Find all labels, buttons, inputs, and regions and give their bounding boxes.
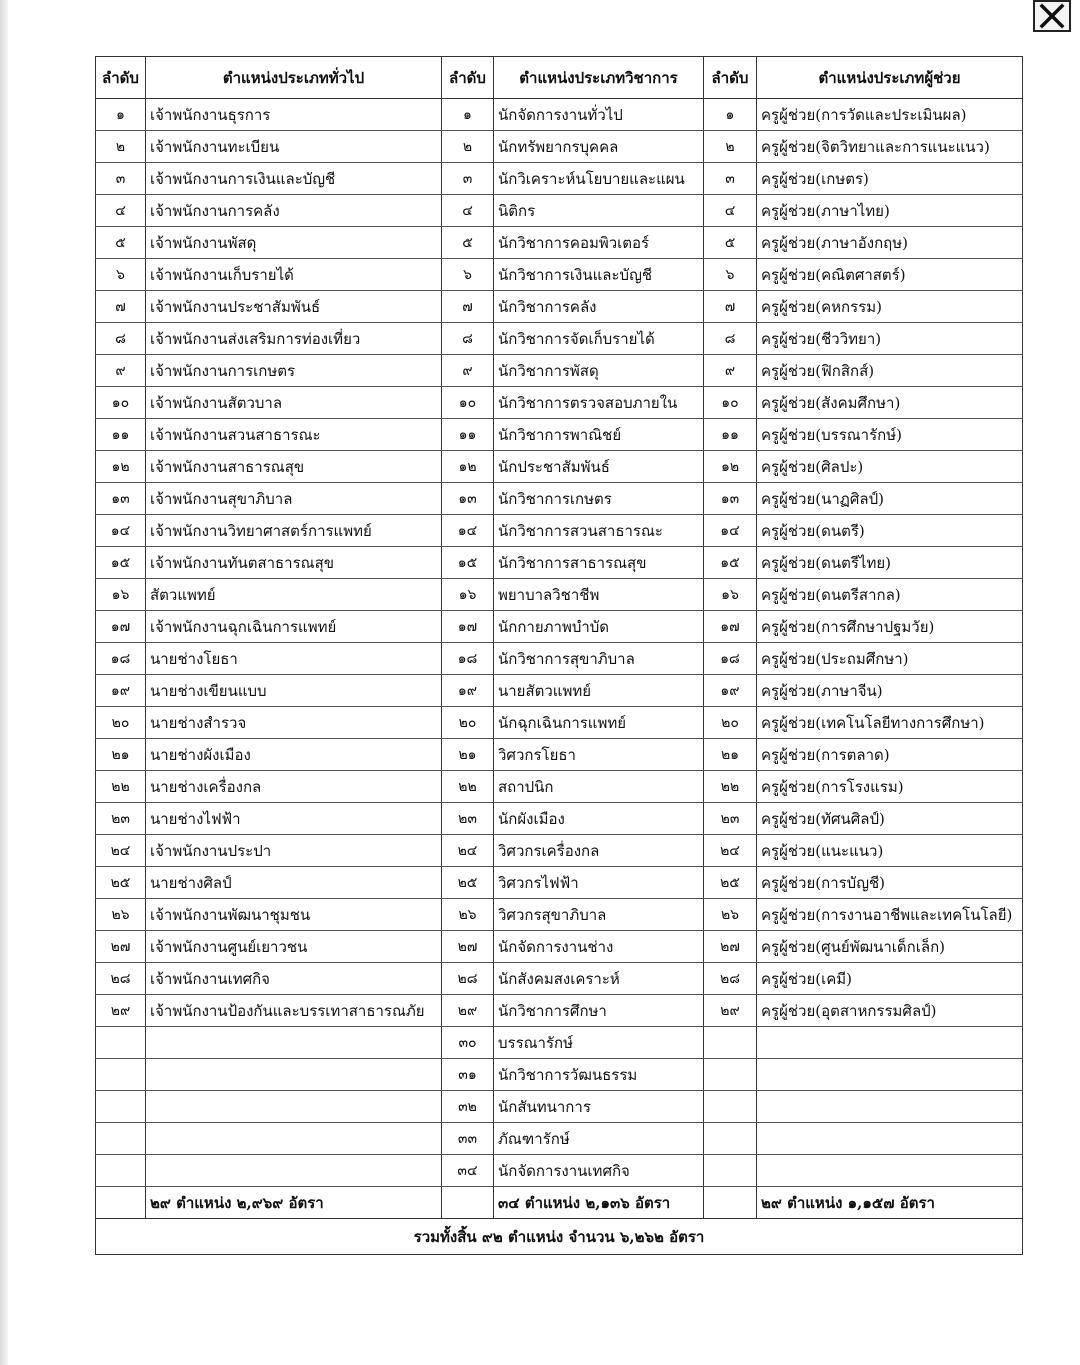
assistant-position-cell: ครูผู้ช่วย(ฟิกสิกส์) [757, 355, 1023, 387]
academic-position-cell: บรรณารักษ์ [494, 1027, 704, 1059]
order-academic-cell: ๒๕ [442, 867, 494, 899]
header-order-general: ลำดับ [96, 57, 146, 99]
order-assistant-cell: ๖ [704, 259, 757, 291]
academic-position-cell: พยาบาลวิชาชีพ [494, 579, 704, 611]
order-academic-cell: ๓๑ [442, 1059, 494, 1091]
general-position-cell: เจ้าพนักงานฉุกเฉินการแพทย์ [146, 611, 442, 643]
academic-position-cell: ภัณฑารักษ์ [494, 1123, 704, 1155]
order-assistant-cell: ๑๑ [704, 419, 757, 451]
order-general-cell: ๒๙ [96, 995, 146, 1027]
academic-position-cell: นักวิชาการคลัง [494, 291, 704, 323]
table-row [96, 835, 1023, 867]
positions-table [95, 56, 1023, 1255]
general-position-cell [146, 1027, 442, 1059]
order-assistant-cell: ๒๑ [704, 739, 757, 771]
table-row [96, 931, 1023, 963]
general-position-cell: สัตวแพทย์ [146, 579, 442, 611]
order-academic-cell: ๗ [442, 291, 494, 323]
table-row [96, 419, 1023, 451]
table-row [96, 803, 1023, 835]
order-academic-cell: ๒๔ [442, 835, 494, 867]
order-assistant-cell: ๒๒ [704, 771, 757, 803]
table-row [96, 707, 1023, 739]
order-assistant-cell [704, 1155, 757, 1187]
order-academic-cell: ๓๒ [442, 1091, 494, 1123]
assistant-position-cell: ครูผู้ช่วย(เคมี) [757, 963, 1023, 995]
general-position-cell: เจ้าพนักงานสัตวบาล [146, 387, 442, 419]
academic-position-cell: นักจัดการงานช่าง [494, 931, 704, 963]
order-general-cell [96, 1027, 146, 1059]
academic-position-cell: นักวิชาการสาธารณสุข [494, 547, 704, 579]
general-position-cell: เจ้าพนักงานการเงินและบัญชี [146, 163, 442, 195]
order-general-cell: ๑๔ [96, 515, 146, 547]
assistant-position-cell [757, 1059, 1023, 1091]
order-general-cell: ๑๙ [96, 675, 146, 707]
academic-position-cell: นักสังคมสงเคราะห์ [494, 963, 704, 995]
table-row [96, 131, 1023, 163]
order-academic-cell: ๒๖ [442, 899, 494, 931]
general-position-cell: นายช่างเครื่องกล [146, 771, 442, 803]
order-academic-cell: ๑๓ [442, 483, 494, 515]
assistant-position-cell: ครูผู้ช่วย(การงานอาชีพและเทคโนโลยี) [757, 899, 1023, 931]
table-row [96, 771, 1023, 803]
order-assistant-cell: ๒๙ [704, 995, 757, 1027]
academic-position-cell: นักวิชาการวัฒนธรรม [494, 1059, 704, 1091]
assistant-position-cell [757, 1091, 1023, 1123]
order-academic-cell: ๔ [442, 195, 494, 227]
order-assistant-cell: ๒ [704, 131, 757, 163]
academic-position-cell: นายสัตวแพทย์ [494, 675, 704, 707]
order-general-cell: ๑๒ [96, 451, 146, 483]
order-assistant-cell: ๑๗ [704, 611, 757, 643]
table-row [96, 163, 1023, 195]
order-academic-cell: ๒๘ [442, 963, 494, 995]
assistant-position-cell: ครูผู้ช่วย(การโรงแรม) [757, 771, 1023, 803]
order-academic-cell: ๙ [442, 355, 494, 387]
academic-position-cell: นักจัดการงานเทศกิจ [494, 1155, 704, 1187]
assistant-position-cell: ครูผู้ช่วย(อุตสาหกรรมศิลป์) [757, 995, 1023, 1027]
assistant-position-cell: ครูผู้ช่วย(ดนตรีไทย) [757, 547, 1023, 579]
order-academic-cell: ๑๐ [442, 387, 494, 419]
academic-position-cell: นักวิชาการพาณิชย์ [494, 419, 704, 451]
assistant-position-cell: ครูผู้ช่วย(การวัดและประเมินผล) [757, 99, 1023, 131]
assistant-position-cell: ครูผู้ช่วย(แนะแนว) [757, 835, 1023, 867]
order-academic-cell: ๑๗ [442, 611, 494, 643]
general-position-cell: นายช่างผังเมือง [146, 739, 442, 771]
table-row [96, 259, 1023, 291]
order-general-cell: ๑๗ [96, 611, 146, 643]
order-assistant-cell: ๒๗ [704, 931, 757, 963]
order-general-cell: ๓ [96, 163, 146, 195]
academic-position-cell: นักวิชาการสวนสาธารณะ [494, 515, 704, 547]
table-row [96, 451, 1023, 483]
table-row [96, 1059, 1023, 1091]
order-assistant-cell: ๑๘ [704, 643, 757, 675]
assistant-position-cell: ครูผู้ช่วย(ดนตรีสากล) [757, 579, 1023, 611]
header-order-academic: ลำดับ [442, 57, 494, 99]
academic-position-cell: นักวิชาการคอมพิวเตอร์ [494, 227, 704, 259]
general-position-cell [146, 1123, 442, 1155]
academic-position-cell: นักฉุกเฉินการแพทย์ [494, 707, 704, 739]
order-assistant-cell: ๒๖ [704, 899, 757, 931]
order-academic-cell: ๒ [442, 131, 494, 163]
table-row [96, 611, 1023, 643]
table-row [96, 867, 1023, 899]
table-row [96, 1091, 1023, 1123]
close-icon [1039, 3, 1065, 29]
general-position-cell: เจ้าพนักงานศูนย์เยาวชน [146, 931, 442, 963]
order-academic-cell: ๒๑ [442, 739, 494, 771]
order-assistant-cell: ๗ [704, 291, 757, 323]
order-assistant-cell: ๕ [704, 227, 757, 259]
order-general-cell: ๗ [96, 291, 146, 323]
order-assistant-cell [704, 1059, 757, 1091]
assistant-position-cell: ครูผู้ช่วย(จิตวิทยาและการแนะแนว) [757, 131, 1023, 163]
order-academic-cell: ๑๙ [442, 675, 494, 707]
table-row [96, 291, 1023, 323]
order-general-cell: ๑๖ [96, 579, 146, 611]
order-general-cell: ๔ [96, 195, 146, 227]
assistant-position-cell: ครูผู้ช่วย(คหกรรม) [757, 291, 1023, 323]
order-academic-cell: ๑๕ [442, 547, 494, 579]
order-assistant-cell: ๒๐ [704, 707, 757, 739]
order-academic-cell: ๖ [442, 259, 494, 291]
general-position-cell: เจ้าพนักงานประปา [146, 835, 442, 867]
order-general-cell: ๒๓ [96, 803, 146, 835]
table-row [96, 1123, 1023, 1155]
order-assistant-cell: ๑๖ [704, 579, 757, 611]
order-general-cell: ๑๓ [96, 483, 146, 515]
table-row [96, 483, 1023, 515]
table-row [96, 963, 1023, 995]
general-position-cell: เจ้าพนักงานเก็บรายได้ [146, 259, 442, 291]
academic-position-cell: นักผังเมือง [494, 803, 704, 835]
order-academic-cell: ๑๒ [442, 451, 494, 483]
general-position-cell: เจ้าพนักงานธุรการ [146, 99, 442, 131]
order-assistant-cell: ๒๕ [704, 867, 757, 899]
general-position-cell: เจ้าพนักงานป้องกันและบรรเทาสาธารณภัย [146, 995, 442, 1027]
order-general-cell [96, 1059, 146, 1091]
assistant-position-cell: ครูผู้ช่วย(ดนตรี) [757, 515, 1023, 547]
order-assistant-cell: ๑๓ [704, 483, 757, 515]
order-assistant-cell: ๑๒ [704, 451, 757, 483]
general-position-cell: นายช่างเขียนแบบ [146, 675, 442, 707]
table-row [96, 515, 1023, 547]
assistant-position-cell: ครูผู้ช่วย(ภาษาอังกฤษ) [757, 227, 1023, 259]
academic-position-cell: นักสันทนาการ [494, 1091, 704, 1123]
general-position-cell: เจ้าพนักงานการเกษตร [146, 355, 442, 387]
assistant-position-cell: ครูผู้ช่วย(ประถมศึกษา) [757, 643, 1023, 675]
order-assistant-cell: ๒๘ [704, 963, 757, 995]
general-position-cell: เจ้าพนักงานพัสดุ [146, 227, 442, 259]
summary-assistant: ๒๙ ตำแหน่ง ๑,๑๕๗ อัตรา [757, 1187, 1023, 1219]
order-academic-cell: ๒๓ [442, 803, 494, 835]
order-general-cell [96, 1123, 146, 1155]
order-general-cell [96, 1091, 146, 1123]
order-general-cell [96, 1155, 146, 1187]
order-general-cell: ๙ [96, 355, 146, 387]
order-academic-cell: ๒๐ [442, 707, 494, 739]
academic-position-cell: นักวิชาการจัดเก็บรายได้ [494, 323, 704, 355]
grand-total: รวมทั้งสิ้น ๙๒ ตำแหน่ง จำนวน ๖,๒๖๒ อัตรา [96, 1219, 1023, 1255]
table-row [96, 547, 1023, 579]
assistant-position-cell: ครูผู้ช่วย(บรรณารักษ์) [757, 419, 1023, 451]
close-button[interactable] [1033, 0, 1071, 32]
general-position-cell: เจ้าพนักงานเทศกิจ [146, 963, 442, 995]
academic-position-cell: นักวิชาการพัสดุ [494, 355, 704, 387]
order-general-cell: ๘ [96, 323, 146, 355]
general-position-cell: เจ้าพนักงานการคลัง [146, 195, 442, 227]
academic-position-cell: นิติกร [494, 195, 704, 227]
order-general-cell: ๒๘ [96, 963, 146, 995]
table-row [96, 323, 1023, 355]
general-position-cell [146, 1059, 442, 1091]
general-position-cell: เจ้าพนักงานพัฒนาชุมชน [146, 899, 442, 931]
general-position-cell: เจ้าพนักงานทะเบียน [146, 131, 442, 163]
order-assistant-cell: ๒๔ [704, 835, 757, 867]
order-academic-cell: ๓๔ [442, 1155, 494, 1187]
summary-row [96, 1187, 1023, 1219]
assistant-position-cell: ครูผู้ช่วย(ศูนย์พัฒนาเด็กเล็ก) [757, 931, 1023, 963]
table-row [96, 995, 1023, 1027]
general-position-cell: นายช่างศิลป์ [146, 867, 442, 899]
assistant-position-cell: ครูผู้ช่วย(ภาษาจีน) [757, 675, 1023, 707]
academic-position-cell: นักวิเคราะห์นโยบายและแผน [494, 163, 704, 195]
order-general-cell: ๒๖ [96, 899, 146, 931]
order-academic-cell: ๑๑ [442, 419, 494, 451]
general-position-cell [146, 1155, 442, 1187]
order-general-cell: ๑๕ [96, 547, 146, 579]
academic-position-cell: นักวิชาการเกษตร [494, 483, 704, 515]
academic-position-cell: นักจัดการงานทั่วไป [494, 99, 704, 131]
assistant-position-cell: ครูผู้ช่วย(การศึกษาปฐมวัย) [757, 611, 1023, 643]
order-general-cell: ๖ [96, 259, 146, 291]
order-academic-cell: ๕ [442, 227, 494, 259]
academic-position-cell: นักประชาสัมพันธ์ [494, 451, 704, 483]
order-academic-cell: ๑๘ [442, 643, 494, 675]
order-general-cell: ๒๗ [96, 931, 146, 963]
order-academic-cell: ๒๙ [442, 995, 494, 1027]
general-position-cell: นายช่างโยธา [146, 643, 442, 675]
academic-position-cell: สถาปนิก [494, 771, 704, 803]
academic-position-cell: นักวิชาการตรวจสอบภายใน [494, 387, 704, 419]
order-academic-cell: ๓๐ [442, 1027, 494, 1059]
table-row [96, 675, 1023, 707]
order-general-cell: ๕ [96, 227, 146, 259]
general-position-cell: เจ้าพนักงานประชาสัมพันธ์ [146, 291, 442, 323]
order-general-cell: ๒๕ [96, 867, 146, 899]
order-assistant-cell: ๒๓ [704, 803, 757, 835]
assistant-position-cell: ครูผู้ช่วย(ภาษาไทย) [757, 195, 1023, 227]
assistant-position-cell: ครูผู้ช่วย(ศิลปะ) [757, 451, 1023, 483]
order-general-cell: ๒ [96, 131, 146, 163]
table-row [96, 1155, 1023, 1187]
order-general-cell: ๒๑ [96, 739, 146, 771]
order-academic-cell: ๒๒ [442, 771, 494, 803]
grand-total-row [96, 1219, 1023, 1255]
order-academic-cell: ๓ [442, 163, 494, 195]
table-row [96, 387, 1023, 419]
order-general-cell: ๑๐ [96, 387, 146, 419]
academic-position-cell: นักกายภาพบำบัด [494, 611, 704, 643]
order-academic-cell: ๓๓ [442, 1123, 494, 1155]
order-general-cell: ๑๘ [96, 643, 146, 675]
general-position-cell: เจ้าพนักงานทันตสาธารณสุข [146, 547, 442, 579]
assistant-position-cell [757, 1123, 1023, 1155]
order-general-cell: ๒๒ [96, 771, 146, 803]
order-academic-cell: ๑ [442, 99, 494, 131]
order-academic-cell: ๑๖ [442, 579, 494, 611]
table-row [96, 899, 1023, 931]
general-position-cell [146, 1091, 442, 1123]
table-row [96, 99, 1023, 131]
summary-academic: ๓๔ ตำแหน่ง ๒,๑๓๖ อัตรา [494, 1187, 704, 1219]
assistant-position-cell: ครูผู้ช่วย(การบัญชี) [757, 867, 1023, 899]
order-assistant-cell [704, 1091, 757, 1123]
page-edge [0, 0, 8, 1365]
academic-position-cell: วิศวกรเครื่องกล [494, 835, 704, 867]
order-academic-cell: ๒๗ [442, 931, 494, 963]
general-position-cell: เจ้าพนักงานสุขาภิบาล [146, 483, 442, 515]
order-assistant-cell: ๑๙ [704, 675, 757, 707]
header-order-assistant: ลำดับ [704, 57, 757, 99]
order-assistant-cell: ๓ [704, 163, 757, 195]
order-assistant-cell [704, 1027, 757, 1059]
assistant-position-cell [757, 1155, 1023, 1187]
assistant-position-cell: ครูผู้ช่วย(สังคมศึกษา) [757, 387, 1023, 419]
academic-position-cell: วิศวกรไฟฟ้า [494, 867, 704, 899]
assistant-position-cell: ครูผู้ช่วย(การตลาด) [757, 739, 1023, 771]
general-position-cell: นายช่างสำรวจ [146, 707, 442, 739]
academic-position-cell: นักวิชาการสุขาภิบาล [494, 643, 704, 675]
header-academic-positions: ตำแหน่งประเภทวิชาการ [494, 57, 704, 99]
order-assistant-cell: ๔ [704, 195, 757, 227]
order-assistant-cell: ๑๕ [704, 547, 757, 579]
header-assistant-positions: ตำแหน่งประเภทผู้ช่วย [757, 57, 1023, 99]
academic-position-cell: วิศวกรโยธา [494, 739, 704, 771]
assistant-position-cell: ครูผู้ช่วย(เทคโนโลยีทางการศึกษา) [757, 707, 1023, 739]
general-position-cell: เจ้าพนักงานสวนสาธารณะ [146, 419, 442, 451]
table-row [96, 579, 1023, 611]
academic-position-cell: นักวิชาการศึกษา [494, 995, 704, 1027]
academic-position-cell: นักทรัพยากรบุคคล [494, 131, 704, 163]
header-row [96, 57, 1023, 99]
academic-position-cell: นักวิชาการเงินและบัญชี [494, 259, 704, 291]
header-general-positions: ตำแหน่งประเภททั่วไป [146, 57, 442, 99]
order-general-cell: ๒๐ [96, 707, 146, 739]
assistant-position-cell: ครูผู้ช่วย(นาฏศิลป์) [757, 483, 1023, 515]
general-position-cell: นายช่างไฟฟ้า [146, 803, 442, 835]
order-academic-cell: ๘ [442, 323, 494, 355]
order-assistant-cell: ๙ [704, 355, 757, 387]
general-position-cell: เจ้าพนักงานวิทยาศาสตร์การแพทย์ [146, 515, 442, 547]
summary-general: ๒๙ ตำแหน่ง ๒,๙๖๙ อัตรา [146, 1187, 442, 1219]
assistant-position-cell: ครูผู้ช่วย(คณิตศาสตร์) [757, 259, 1023, 291]
assistant-position-cell: ครูผู้ช่วย(ทัศนศิลป์) [757, 803, 1023, 835]
order-academic-cell: ๑๔ [442, 515, 494, 547]
table-row [96, 355, 1023, 387]
order-general-cell: ๑ [96, 99, 146, 131]
order-assistant-cell: ๑๐ [704, 387, 757, 419]
table-row [96, 1027, 1023, 1059]
general-position-cell: เจ้าพนักงานส่งเสริมการท่องเที่ยว [146, 323, 442, 355]
order-general-cell: ๒๔ [96, 835, 146, 867]
table-row [96, 739, 1023, 771]
assistant-position-cell [757, 1027, 1023, 1059]
academic-position-cell: วิศวกรสุขาภิบาล [494, 899, 704, 931]
order-assistant-cell: ๘ [704, 323, 757, 355]
assistant-position-cell: ครูผู้ช่วย(ชีววิทยา) [757, 323, 1023, 355]
table-row [96, 227, 1023, 259]
general-position-cell: เจ้าพนักงานสาธารณสุข [146, 451, 442, 483]
order-general-cell: ๑๑ [96, 419, 146, 451]
assistant-position-cell: ครูผู้ช่วย(เกษตร) [757, 163, 1023, 195]
order-assistant-cell [704, 1123, 757, 1155]
order-assistant-cell: ๑๔ [704, 515, 757, 547]
table-row [96, 643, 1023, 675]
order-assistant-cell: ๑ [704, 99, 757, 131]
table-row [96, 195, 1023, 227]
